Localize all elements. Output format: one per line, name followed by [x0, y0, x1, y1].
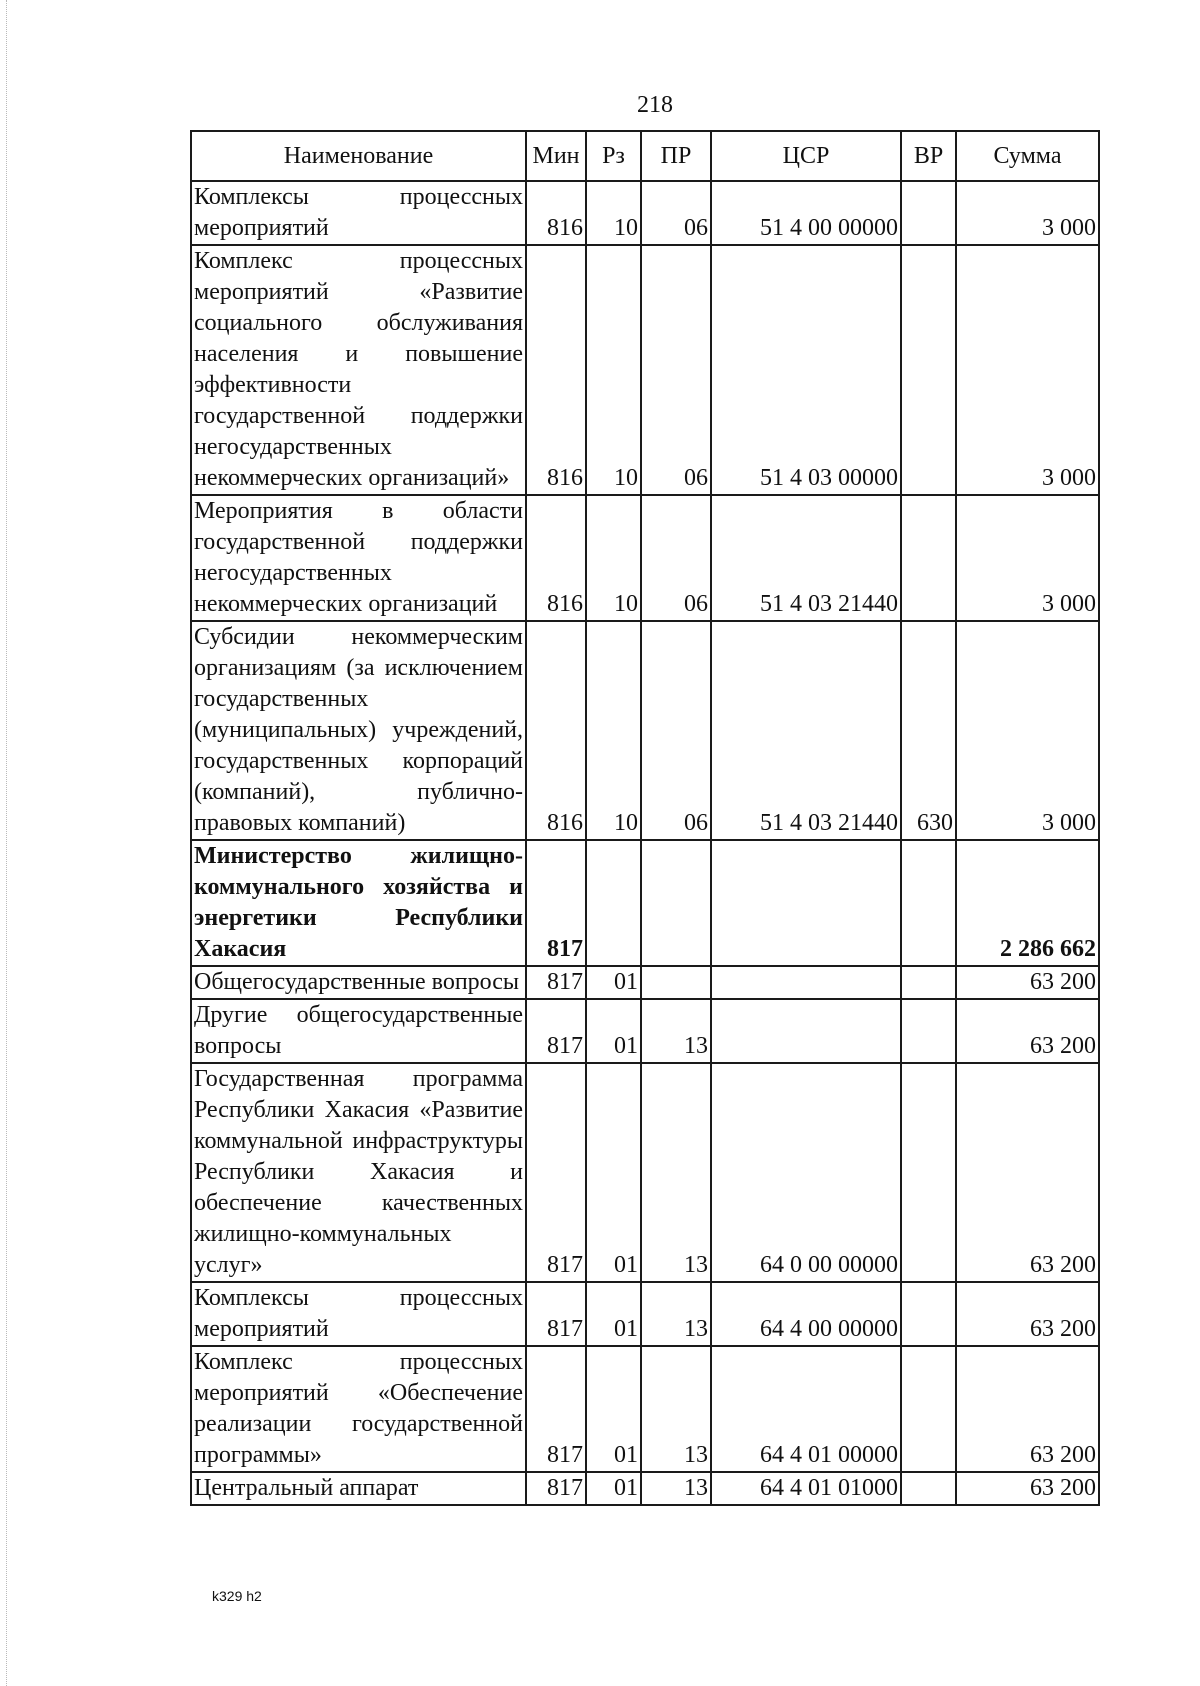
cell-sum: 63 200 [956, 1282, 1099, 1346]
cell-name: Центральный аппарат [191, 1472, 526, 1505]
cell-csr: 64 4 01 00000 [711, 1346, 901, 1472]
cell-vr [901, 966, 956, 999]
cell-min: 817 [526, 1063, 586, 1282]
table-row [191, 1282, 1099, 1346]
cell-min: 816 [526, 181, 586, 245]
header-pr: ПР [641, 131, 711, 181]
cell-min: 817 [526, 999, 586, 1063]
cell-rz [586, 840, 641, 966]
cell-name: Министерство жилищно-коммунального хозяйства и энергетики Республики Хакасия [191, 840, 526, 966]
cell-csr [711, 999, 901, 1063]
cell-min: 816 [526, 621, 586, 840]
header-name: Наименование [191, 131, 526, 181]
cell-sum: 63 200 [956, 1063, 1099, 1282]
cell-rz: 01 [586, 1282, 641, 1346]
cell-rz: 01 [586, 999, 641, 1063]
cell-min: 816 [526, 245, 586, 495]
cell-sum: 2 286 662 [956, 840, 1099, 966]
cell-name: Мероприятия в области государственной поддержки негосударственных некоммерческих организаций [191, 495, 526, 621]
cell-rz: 01 [586, 1063, 641, 1282]
cell-name: Комплекс процессных мероприятий «Обеспечение реализации государственной программы» [191, 1346, 526, 1472]
table-row [191, 495, 1099, 621]
cell-vr [901, 181, 956, 245]
header-csr: ЦСР [711, 131, 901, 181]
cell-sum: 3 000 [956, 245, 1099, 495]
cell-rz: 10 [586, 621, 641, 840]
cell-pr [641, 966, 711, 999]
cell-vr: 630 [901, 621, 956, 840]
cell-name: Другие общегосударственные вопросы [191, 999, 526, 1063]
table-row [191, 621, 1099, 840]
cell-name: Субсидии некоммерческим организациям (за исключением государственных (муниципальных) учреждений, государственных корпораций (компаний), публично-правовых компаний) [191, 621, 526, 840]
cell-vr [901, 495, 956, 621]
cell-vr [901, 245, 956, 495]
cell-csr: 51 4 03 21440 [711, 495, 901, 621]
cell-vr [901, 1346, 956, 1472]
table-row [191, 1472, 1099, 1505]
cell-rz: 01 [586, 1472, 641, 1505]
cell-min: 817 [526, 1472, 586, 1505]
cell-vr [901, 999, 956, 1063]
cell-min: 817 [526, 840, 586, 966]
cell-vr [901, 1063, 956, 1282]
cell-csr: 64 0 00 00000 [711, 1063, 901, 1282]
cell-sum: 63 200 [956, 1346, 1099, 1472]
cell-rz: 10 [586, 181, 641, 245]
cell-name: Комплексы процессных мероприятий [191, 1282, 526, 1346]
cell-rz: 10 [586, 495, 641, 621]
cell-csr: 64 4 00 00000 [711, 1282, 901, 1346]
cell-sum: 63 200 [956, 966, 1099, 999]
cell-name: Государственная программа Республики Хакасия «Развитие коммунальной инфраструктуры Республики Хакасия и обеспечение качественных жилищно-коммунальных услуг» [191, 1063, 526, 1282]
cell-sum: 63 200 [956, 999, 1099, 1063]
cell-name: Комплексы процессных мероприятий [191, 181, 526, 245]
cell-vr [901, 1472, 956, 1505]
cell-pr: 06 [641, 621, 711, 840]
cell-name: Общегосударственные вопросы [191, 966, 526, 999]
cell-pr: 06 [641, 495, 711, 621]
cell-pr [641, 840, 711, 966]
header-vr: ВР [901, 131, 956, 181]
cell-min: 817 [526, 966, 586, 999]
table-body [191, 181, 1099, 1505]
cell-pr: 13 [641, 1346, 711, 1472]
budget-table [190, 130, 1100, 1506]
table-header-row [191, 131, 1099, 181]
cell-sum: 3 000 [956, 495, 1099, 621]
cell-pr: 13 [641, 1063, 711, 1282]
header-rz: Рз [586, 131, 641, 181]
table-row [191, 1063, 1099, 1282]
cell-csr: 51 4 03 00000 [711, 245, 901, 495]
cell-pr: 06 [641, 181, 711, 245]
cell-csr: 51 4 00 00000 [711, 181, 901, 245]
header-min: Мин [526, 131, 586, 181]
table-row [191, 999, 1099, 1063]
table-row [191, 181, 1099, 245]
cell-csr [711, 840, 901, 966]
footer-code: k329 h2 [212, 1588, 262, 1604]
cell-pr: 13 [641, 1472, 711, 1505]
cell-pr: 06 [641, 245, 711, 495]
cell-vr [901, 1282, 956, 1346]
table-row [191, 245, 1099, 495]
cell-csr: 64 4 01 01000 [711, 1472, 901, 1505]
table-row [191, 966, 1099, 999]
table-row [191, 1346, 1099, 1472]
cell-vr [901, 840, 956, 966]
cell-rz: 01 [586, 1346, 641, 1472]
cell-name: Комплекс процессных мероприятий «Развитие социального обслуживания населения и повышение эффективности государственной поддержки негосударственных некоммерческих организаций» [191, 245, 526, 495]
cell-csr: 51 4 03 21440 [711, 621, 901, 840]
table-row [191, 840, 1099, 966]
page-number: 218 [637, 92, 673, 118]
header-sum: Сумма [956, 131, 1099, 181]
cell-min: 816 [526, 495, 586, 621]
cell-rz: 10 [586, 245, 641, 495]
cell-pr: 13 [641, 1282, 711, 1346]
cell-pr: 13 [641, 999, 711, 1063]
cell-csr [711, 966, 901, 999]
cell-sum: 3 000 [956, 181, 1099, 245]
scan-edge [6, 0, 7, 1686]
cell-min: 817 [526, 1282, 586, 1346]
cell-sum: 63 200 [956, 1472, 1099, 1505]
cell-sum: 3 000 [956, 621, 1099, 840]
cell-min: 817 [526, 1346, 586, 1472]
cell-rz: 01 [586, 966, 641, 999]
